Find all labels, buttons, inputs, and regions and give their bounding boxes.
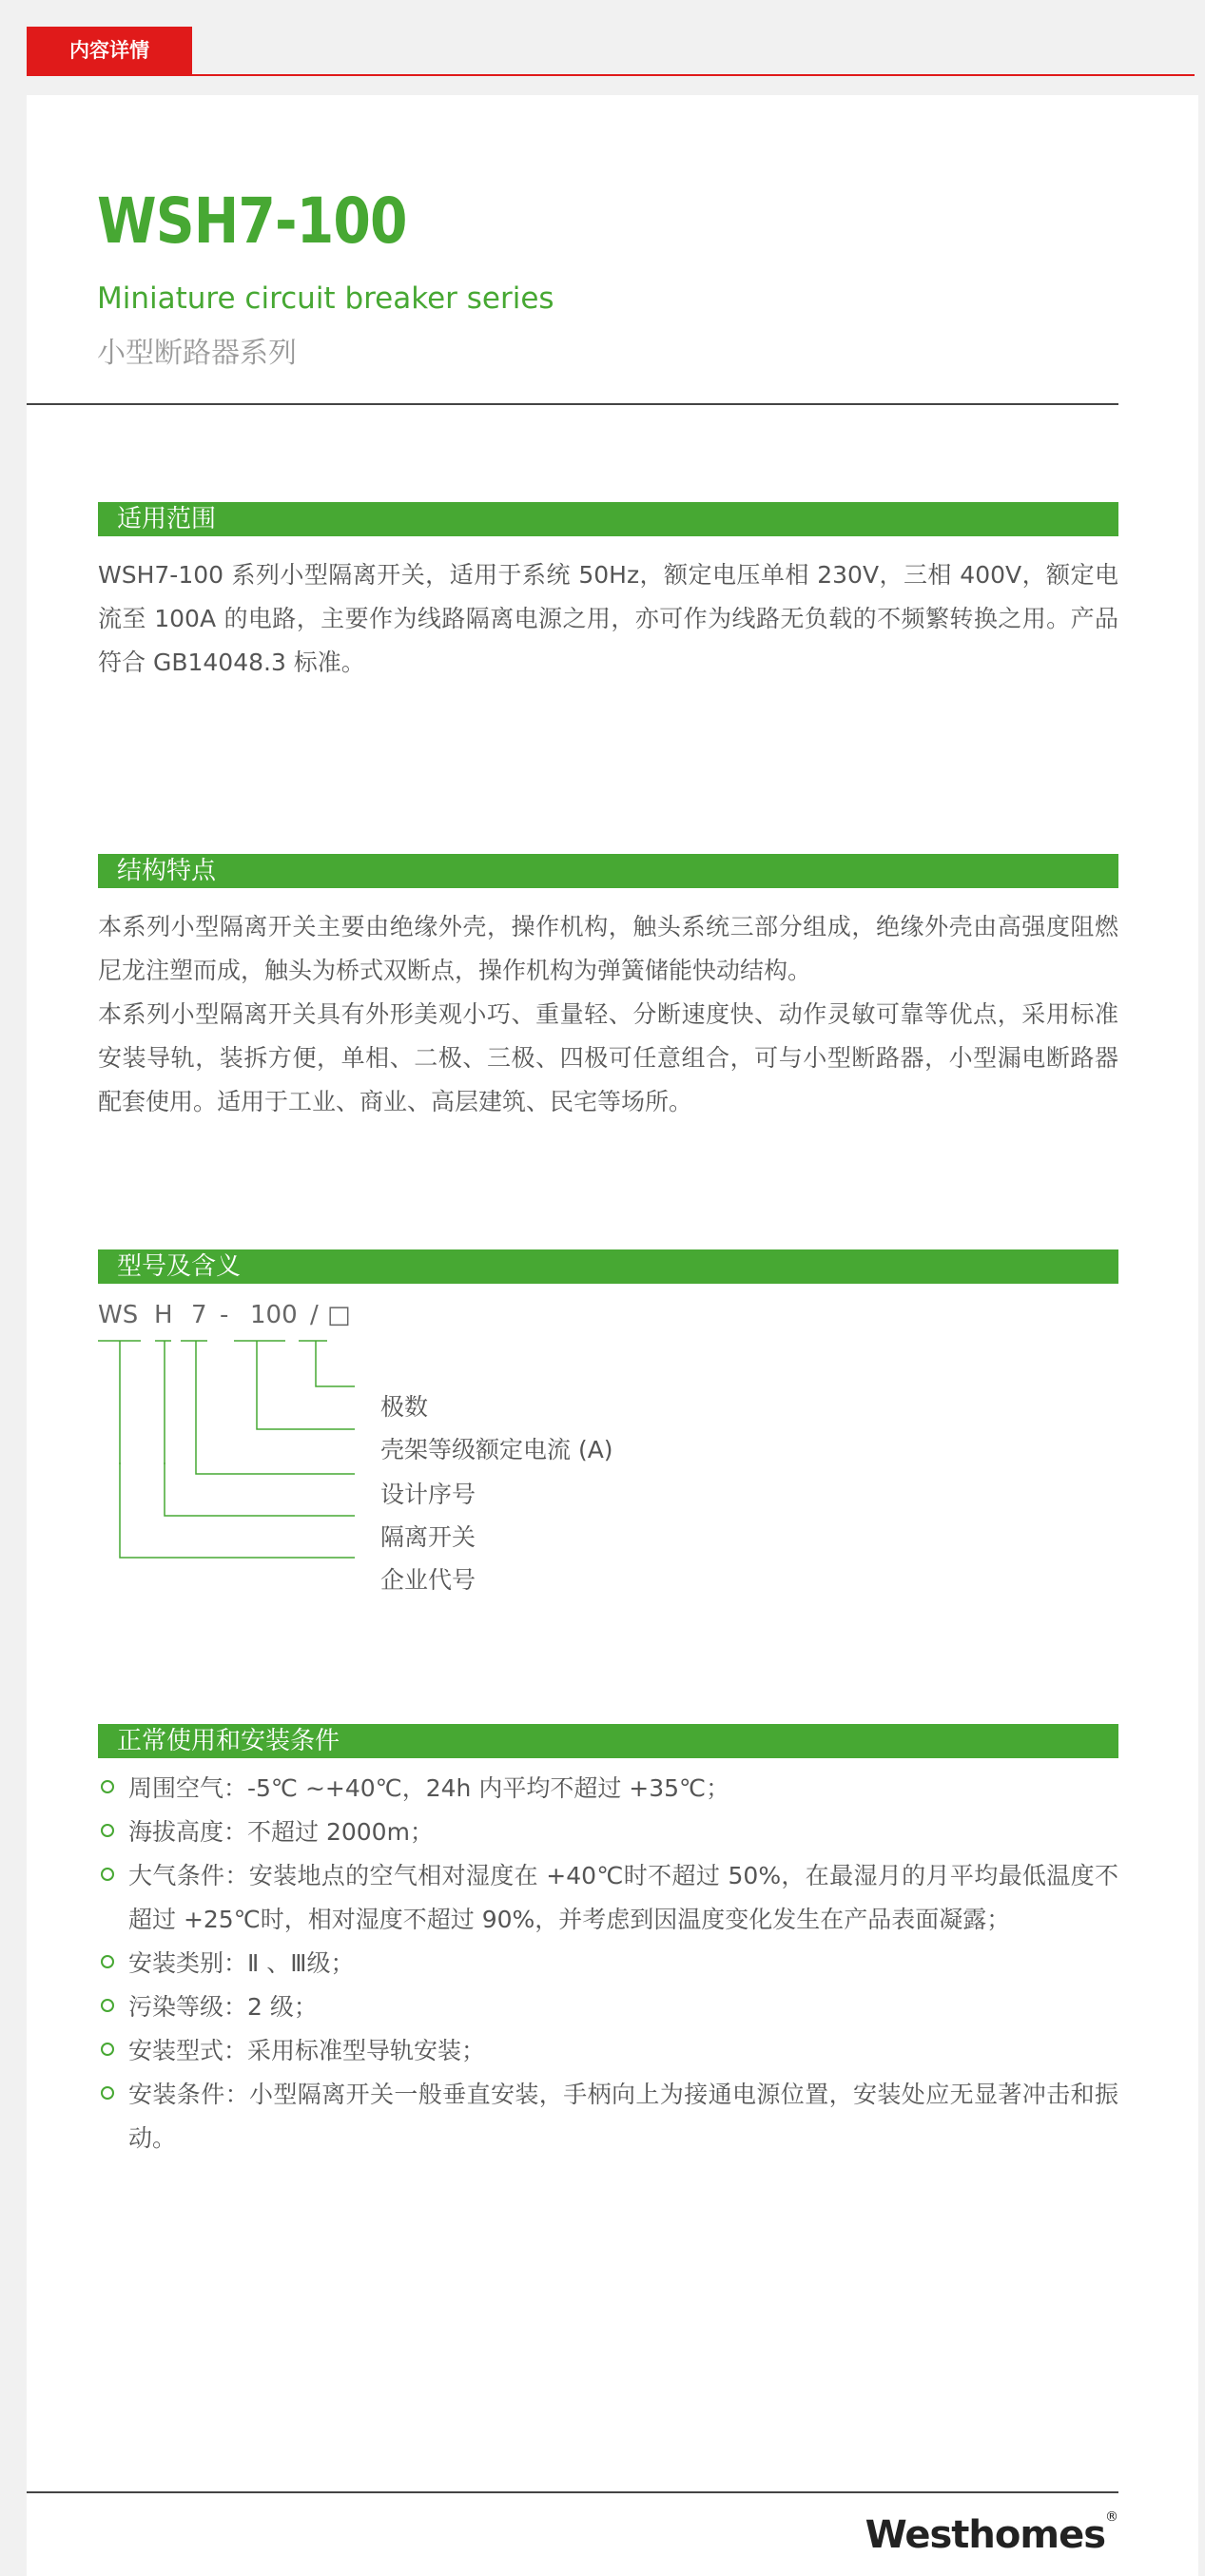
circle-bullet-icon [101, 1780, 114, 1793]
code-part-h: H [154, 1301, 173, 1329]
list-item: 大气条件：安装地点的空气相对湿度在 +40℃时不超过 50%，在最湿月的月平均最低温度不超过 +25℃时，相对湿度不超过 90%，并考虑到因温度变化发生在产品表面凝露； [98, 1854, 1118, 1942]
structure-text-2: 本系列小型隔离开关具有外形美观小巧、重量轻、分断速度快、动作灵敏可靠等优点，采用标准安装导轨，装拆方便，单相、二极、三极、四极可任意组合，可与小型断路器，小型漏电断路器配套使用。适用于工业、商业、高层建筑、民宅等场所。 [98, 1000, 1118, 1115]
list-item: 周围空气：-5℃ ~+40℃，24h 内平均不超过 +35℃； [98, 1767, 1118, 1811]
list-item: 污染等级：2 级； [98, 1985, 1118, 2029]
legend-rated-current: 壳架等级额定电流 (A) [380, 1436, 613, 1463]
code-part-poles: □ [327, 1301, 351, 1329]
code-part-100: 100 [250, 1301, 298, 1329]
list-item: 安装型式：采用标准型导轨安装； [98, 2029, 1118, 2073]
brand-logo: Westhomes® [865, 2508, 1118, 2557]
section-title-conditions: 正常使用和安装条件 [98, 1724, 1118, 1758]
circle-bullet-icon [101, 1868, 114, 1881]
header-divider [27, 403, 1118, 405]
circle-bullet-icon [101, 1999, 114, 2012]
conditions-list [98, 1767, 1118, 2160]
section-title-structure: 结构特点 [98, 854, 1118, 888]
scope-text: WSH7-100 系列小型隔离开关，适用于系统 50Hz，额定电压单相 230V，三相 400V，额定电流至 100A 的电路，主要作为线路隔离电源之用，亦可作为线路无负载的不频繁转换之用。产品符合 GB14048.3 标准。 [98, 561, 1118, 676]
code-part-slash: / [310, 1301, 319, 1329]
code-part-ws: WS [98, 1301, 139, 1329]
code-part-7: 7 [191, 1301, 207, 1329]
legend-isolating-switch: 隔离开关 [380, 1523, 476, 1551]
structure-text-1: 本系列小型隔离开关主要由绝缘外壳，操作机构，触头系统三部分组成，绝缘外壳由高强度阻燃尼龙注塑而成，触头为桥式双断点，操作机构为弹簧储能快动结构。 [98, 913, 1118, 984]
list-item: 安装条件：小型隔离开关一般垂直安装，手柄向上为接通电源位置，安装处应无显著冲击和振动。 [98, 2073, 1118, 2160]
legend-company-code: 企业代号 [380, 1566, 476, 1594]
footer-divider [27, 2491, 1118, 2493]
list-item: 安装类别：Ⅱ 、Ⅲ级； [98, 1942, 1118, 1985]
code-part-dash: - [220, 1301, 229, 1329]
circle-bullet-icon [101, 2043, 114, 2056]
legend-poles: 极数 [380, 1393, 429, 1421]
section-title-model: 型号及含义 [98, 1249, 1118, 1284]
content-card [27, 95, 1198, 2576]
product-subtitle-cn: 小型断路器系列 [97, 337, 297, 370]
product-model-title: WSH7-100 [97, 184, 407, 258]
model-legend-lines-lower [27, 1462, 407, 1691]
circle-bullet-icon [101, 2086, 114, 2100]
circle-bullet-icon [101, 1824, 114, 1837]
tab-content-details[interactable]: 内容详情 [27, 27, 192, 74]
product-subtitle-en: Miniature circuit breaker series [97, 281, 554, 316]
list-item: 海拔高度：不超过 2000m； [98, 1811, 1118, 1854]
section-title-scope: 适用范围 [98, 502, 1118, 536]
tab-bar [27, 27, 1195, 76]
circle-bullet-icon [101, 1955, 114, 1968]
legend-design-number: 设计序号 [380, 1481, 476, 1508]
